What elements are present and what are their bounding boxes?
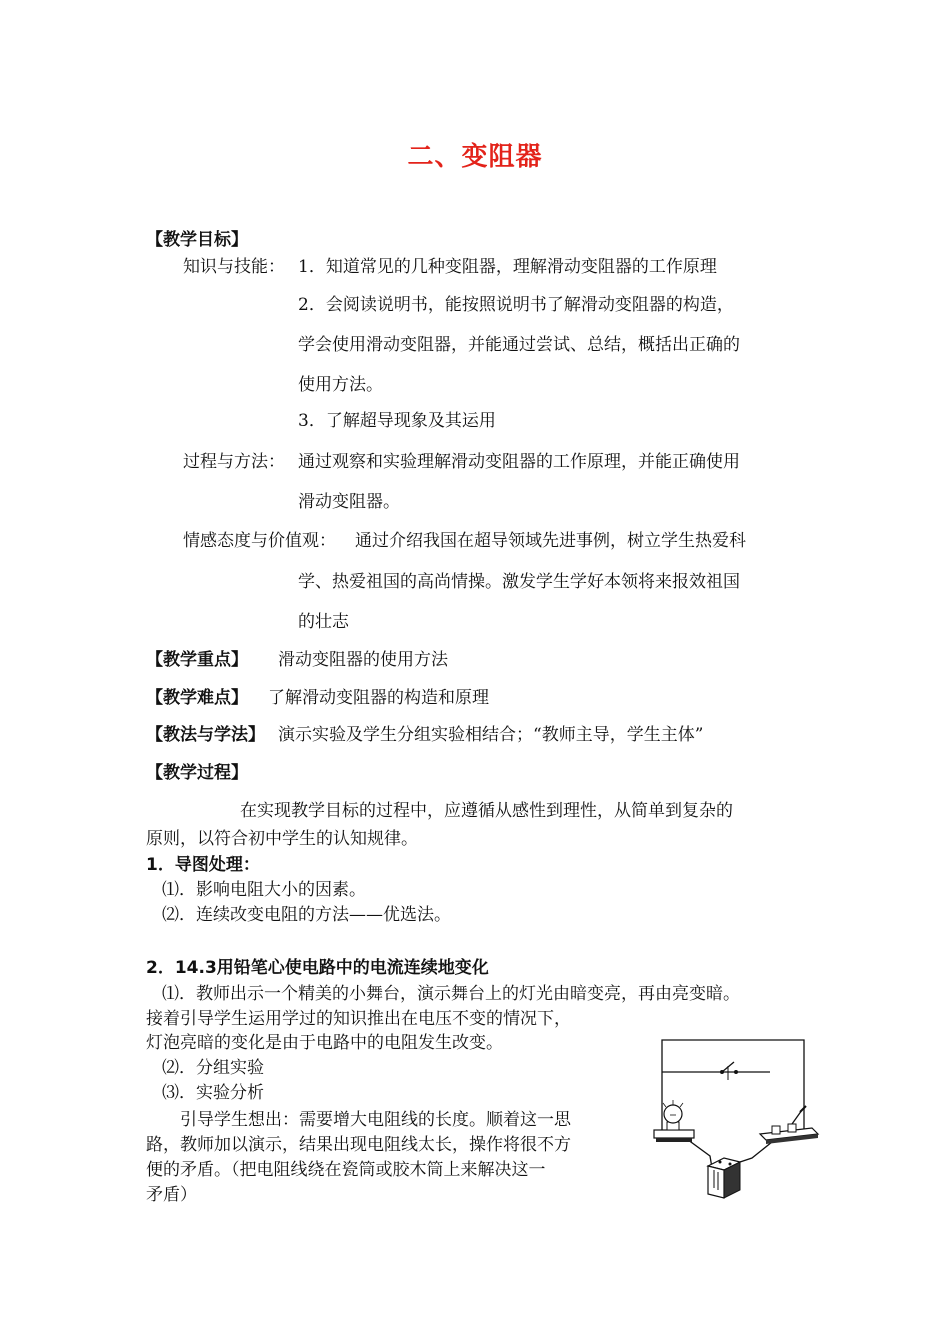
bulb-icon — [654, 1100, 694, 1142]
process-line-2: 滑动变阻器。 — [298, 492, 400, 512]
process-line-1: 通过观察和实验理解滑动变阻器的工作原理，并能正确使用 — [298, 452, 740, 472]
process-label: 过程与方法： — [183, 452, 285, 472]
section2-line-7: 路，教师加以演示，结果出现电阻线太长，操作将很不方 — [146, 1135, 571, 1155]
section2-title: 2．14.3用铅笔心使电路中的电流连续地变化 — [146, 958, 489, 978]
wire-top — [662, 1040, 804, 1130]
difficulty-text: 了解滑动变阻器的构造和原理 — [268, 688, 489, 708]
wire-rheostat-battery — [740, 1142, 772, 1162]
process-header: 【教学过程】 — [146, 763, 248, 783]
key-point-header: 【教学重点】 — [146, 650, 248, 670]
circuit-diagram-icon — [652, 1038, 824, 1202]
knowledge-item-2: 2．会阅读说明书，能按照说明书了解滑动变阻器的构造， — [298, 295, 734, 315]
section2-line-5: ⑶．实验分析 — [162, 1083, 264, 1103]
emotion-line-1: 通过介绍我国在超导领域先进事例，树立学生热爱科 — [355, 531, 746, 551]
battery-icon — [708, 1158, 740, 1198]
section2-line-9: 矛盾） — [146, 1185, 197, 1205]
section2-line-2: 接着引导学生运用学过的知识推出在电压不变的情况下， — [146, 1009, 571, 1029]
section2-line-1: ⑴．教师出示一个精美的小舞台，演示舞台上的灯光由暗变亮，再由亮变暗。 — [162, 984, 740, 1004]
section2-line-8: 便的矛盾。（把电阻线绕在瓷筒或胶木筒上来解决这一 — [146, 1160, 546, 1180]
emotion-line-3: 的壮志 — [298, 612, 349, 632]
section1-title: 1．导图处理： — [146, 855, 260, 875]
difficulty-header: 【教学难点】 — [146, 688, 248, 708]
method-text: 演示实验及学生分组实验相结合；“教师主导，学生主体” — [278, 725, 704, 745]
intro-line-1: 在实现教学目标的过程中，应遵循从感性到理性，从简单到复杂的 — [240, 801, 733, 821]
section1-item-1: ⑴．影响电阻大小的因素。 — [162, 880, 366, 900]
emotion-label: 情感态度与价值观： — [183, 531, 336, 551]
section1-item-2: ⑵．连续改变电阻的方法——优选法。 — [162, 905, 451, 925]
section2-line-4: ⑵．分组实验 — [162, 1058, 264, 1078]
knowledge-label: 知识与技能： — [183, 257, 285, 277]
objectives-header: 【教学目标】 — [146, 230, 248, 250]
method-header: 【教法与学法】 — [146, 725, 265, 745]
knowledge-item-2-end: 使用方法。 — [298, 375, 383, 395]
key-point-text: 滑动变阻器的使用方法 — [278, 650, 448, 670]
section2-line-6: 引导学生想出：需要增大电阻线的长度。顺着这一思 — [180, 1110, 571, 1130]
knowledge-item-3: 3．了解超导现象及其运用 — [298, 411, 496, 431]
rheostat-icon — [760, 1106, 818, 1144]
knowledge-item-2-cont: 学会使用滑动变阻器，并能通过尝试、总结，概括出正确的 — [298, 335, 740, 355]
page-title: 二、变阻器 — [407, 142, 543, 172]
switch-icon — [720, 1062, 738, 1080]
intro-line-2: 原则，以符合初中学生的认知规律。 — [146, 829, 418, 849]
emotion-line-2: 学、热爱祖国的高尚情操。激发学生学好本领将来报效祖国 — [298, 572, 740, 592]
knowledge-item-1: 1．知道常见的几种变阻器，理解滑动变阻器的工作原理 — [298, 257, 717, 277]
section2-line-3: 灯泡亮暗的变化是由于电路中的电阻发生改变。 — [146, 1033, 503, 1053]
